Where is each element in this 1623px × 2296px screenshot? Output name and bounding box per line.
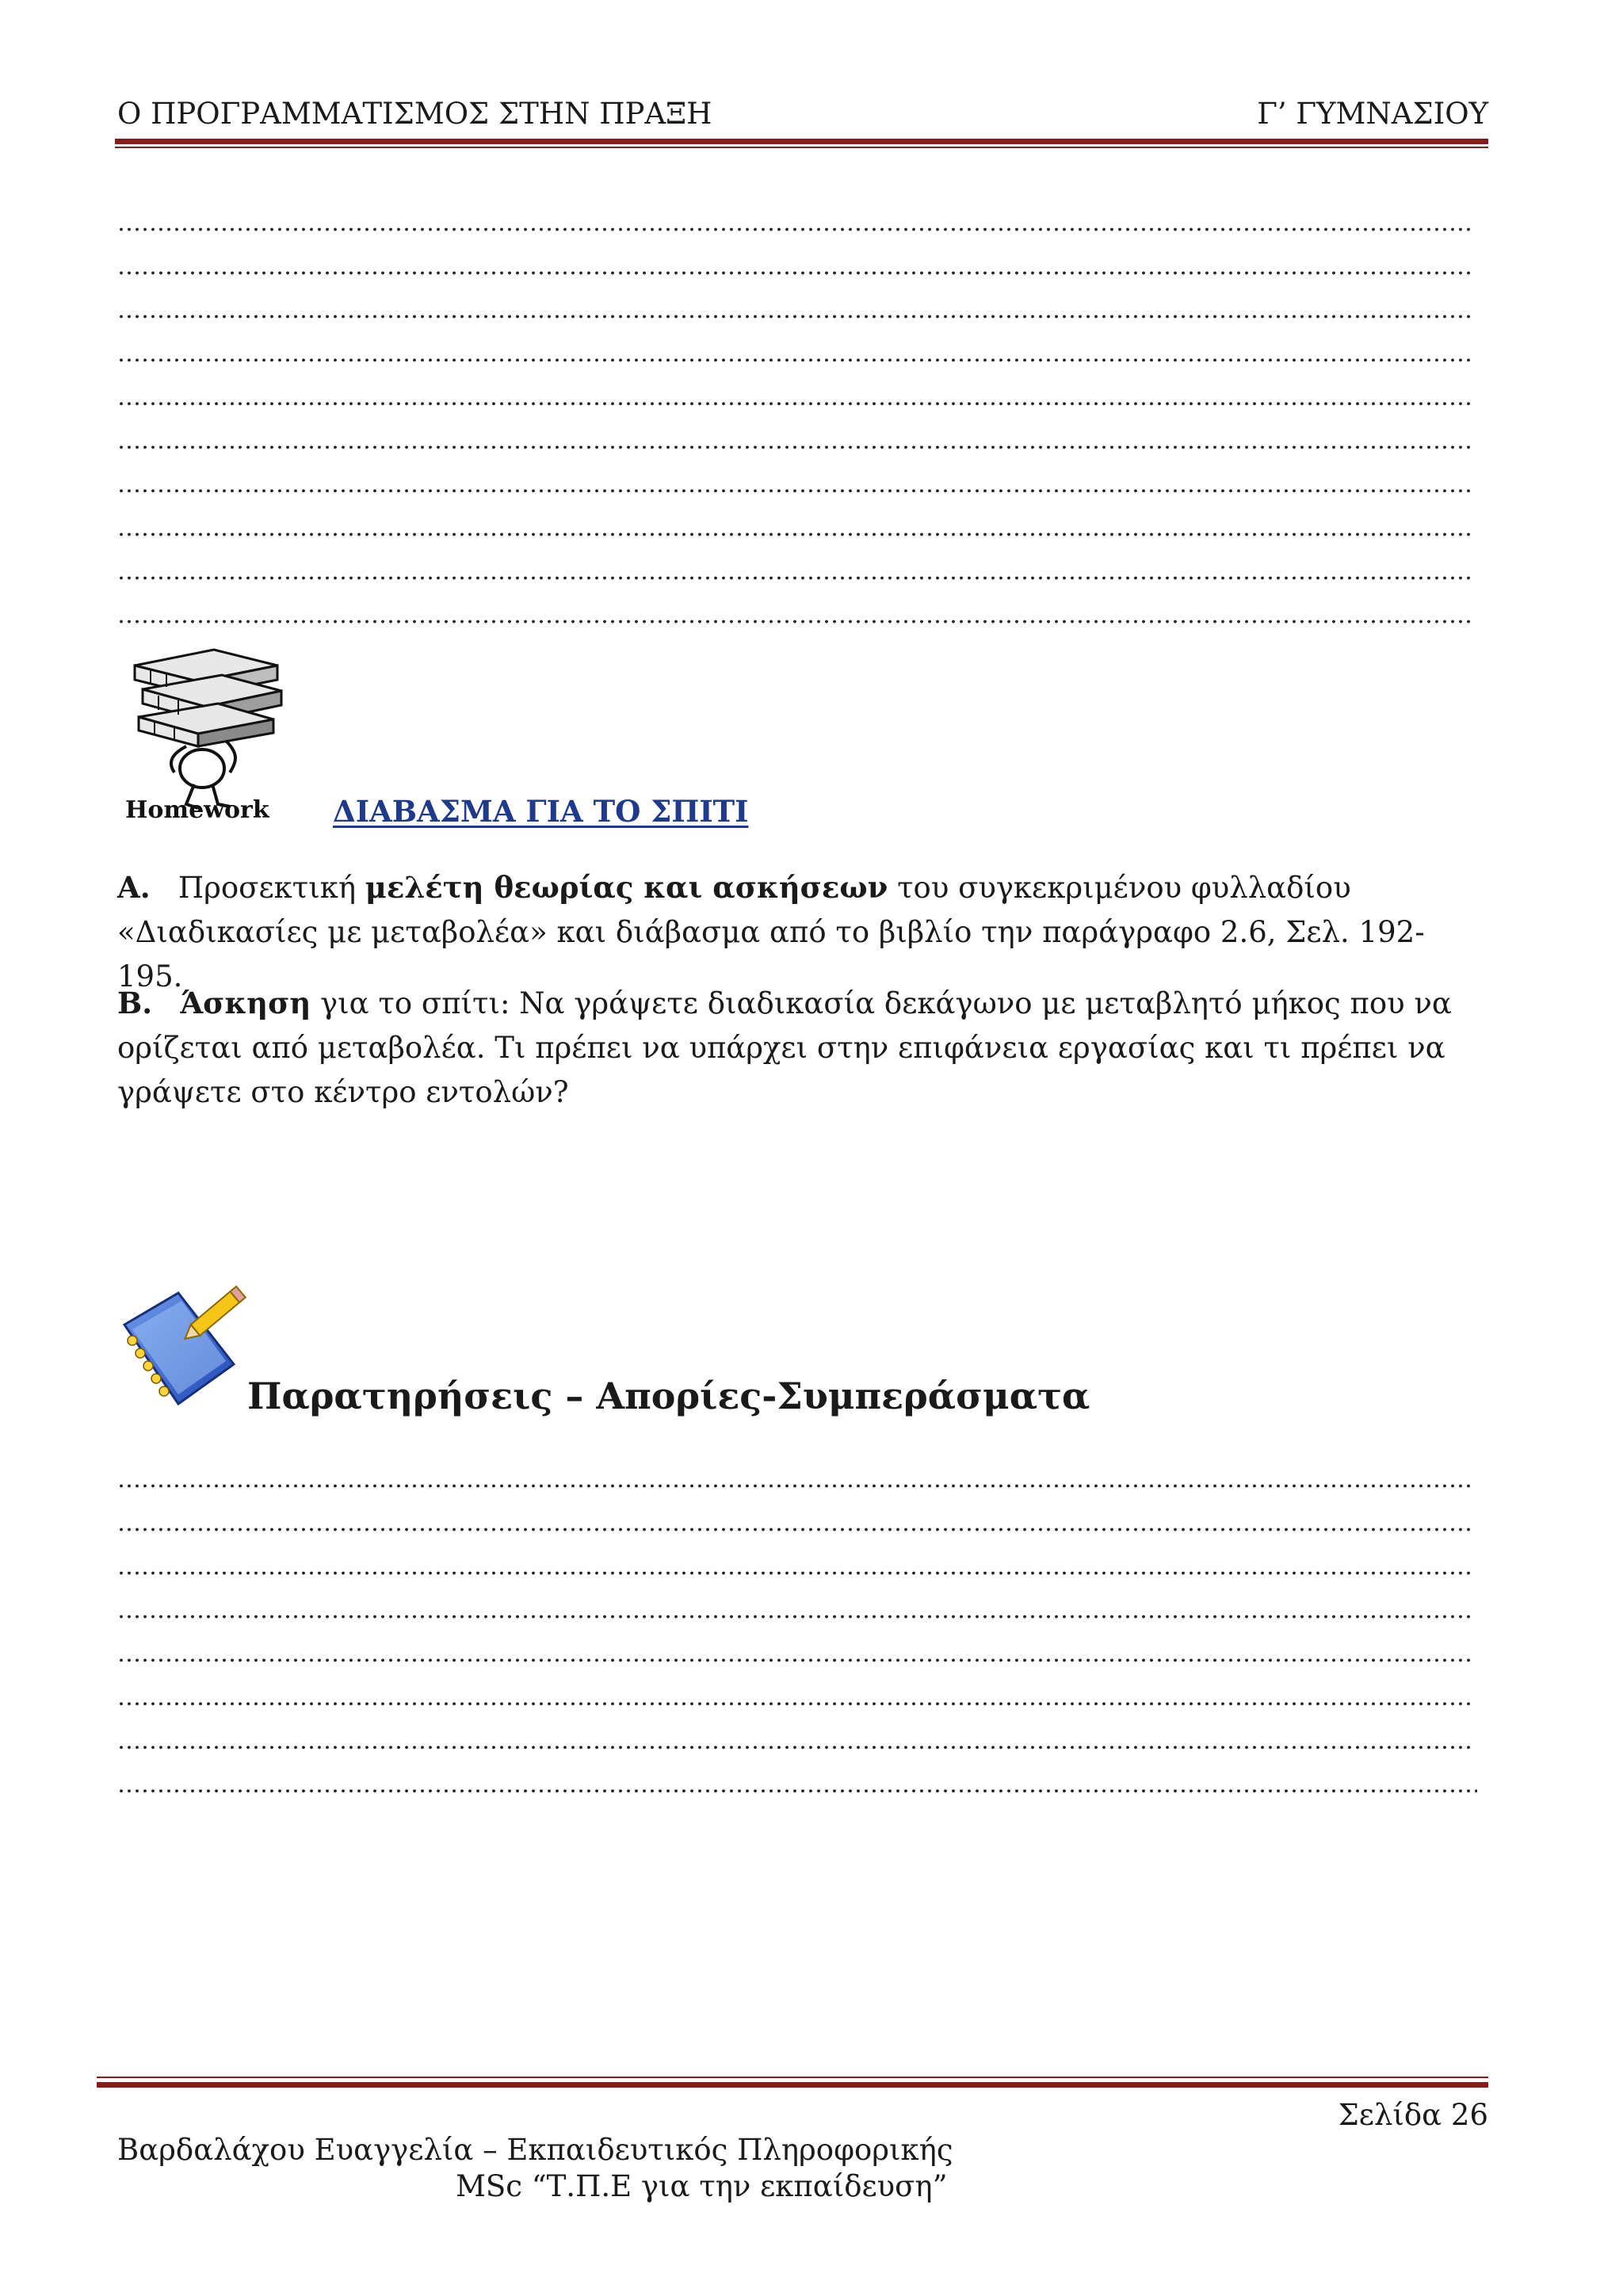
header-grade: Γ’ ΓΥΜΝΑΣΙΟΥ: [1257, 97, 1488, 131]
dotted-answer-line: [117, 382, 1471, 414]
dotted-notes-line: [117, 1769, 1477, 1801]
footer-rule-thin: [97, 2077, 1488, 2078]
item-a-text-before: Προσεκτική: [178, 871, 365, 905]
dotted-answer-line: [117, 338, 1471, 370]
page-number: Σελίδα 26: [1338, 2098, 1488, 2132]
item-a-bold: μελέτη θεωρίας και ασκήσεων: [365, 870, 888, 905]
dotted-notes-line: [117, 1508, 1471, 1539]
dotted-answer-line: [117, 469, 1471, 501]
homework-caption: Homework: [125, 796, 269, 824]
dotted-answer-line: [117, 556, 1471, 588]
dotted-answer-line: [117, 208, 1471, 239]
header-rule-thin: [115, 147, 1488, 148]
dotted-notes-line: [117, 1464, 1471, 1496]
footer-degree: MSc “Τ.Π.Ε για την εκπαίδευση”: [456, 2169, 948, 2203]
item-a-text-after: του συγκεκριμένου φυλλαδίου «Διαδικασίες με μεταβολέα» και διάβασμα από το βιβλίο την παράγραφο 2.6, Σελ. 192-195.: [117, 871, 1425, 994]
dotted-answer-line: [117, 600, 1471, 631]
header-rule-thick: [115, 139, 1488, 144]
footer-rule-thick: [97, 2082, 1488, 2088]
homework-clipart-icon: [119, 642, 301, 824]
item-b-text-after: για το σπίτι: Να γράψετε διαδικασία δεκάγωνο με μεταβλητό μήκος που να ορίζεται από μεταβολέα. Τι πρέπει να υπάρχει στην επιφάνεια εργασίας και τι πρέπει να γράψετε στο κέντρο εντολών?: [117, 986, 1452, 1109]
item-a-paragraph: [117, 865, 1488, 999]
header-title: Ο ΠΡΟΓΡΑΜΜΑΤΙΣΜΟΣ ΣΤΗΝ ΠΡΑΞΗ: [117, 97, 712, 131]
dotted-notes-line: [117, 1595, 1471, 1627]
dotted-answer-line: [117, 251, 1471, 283]
item-a-label: Α.: [117, 870, 151, 905]
item-b-paragraph: [117, 981, 1488, 1115]
item-b-label: Β.: [117, 986, 153, 1020]
notes-title: Παρατηρήσεις – Απορίες-Συμπεράσματα: [247, 1375, 1090, 1417]
dotted-notes-line: [117, 1682, 1471, 1714]
dotted-answer-line: [117, 295, 1471, 326]
item-b-bold: Άσκηση: [180, 986, 311, 1020]
dotted-answer-line: [117, 425, 1471, 457]
dotted-notes-line: [117, 1638, 1471, 1670]
footer-author: Βαρδαλάχου Ευαγγελία – Εκπαιδευτικός Πληροφορικής: [117, 2133, 953, 2167]
dotted-answer-line: [117, 513, 1471, 544]
homework-title: ΔΙΑΒΑΣΜΑ ΓΙΑ ΤΟ ΣΠΙΤΙ: [333, 794, 749, 829]
notebook-pencil-icon: [115, 1277, 250, 1412]
dotted-notes-line: [117, 1551, 1471, 1583]
dotted-notes-line: [117, 1726, 1471, 1757]
